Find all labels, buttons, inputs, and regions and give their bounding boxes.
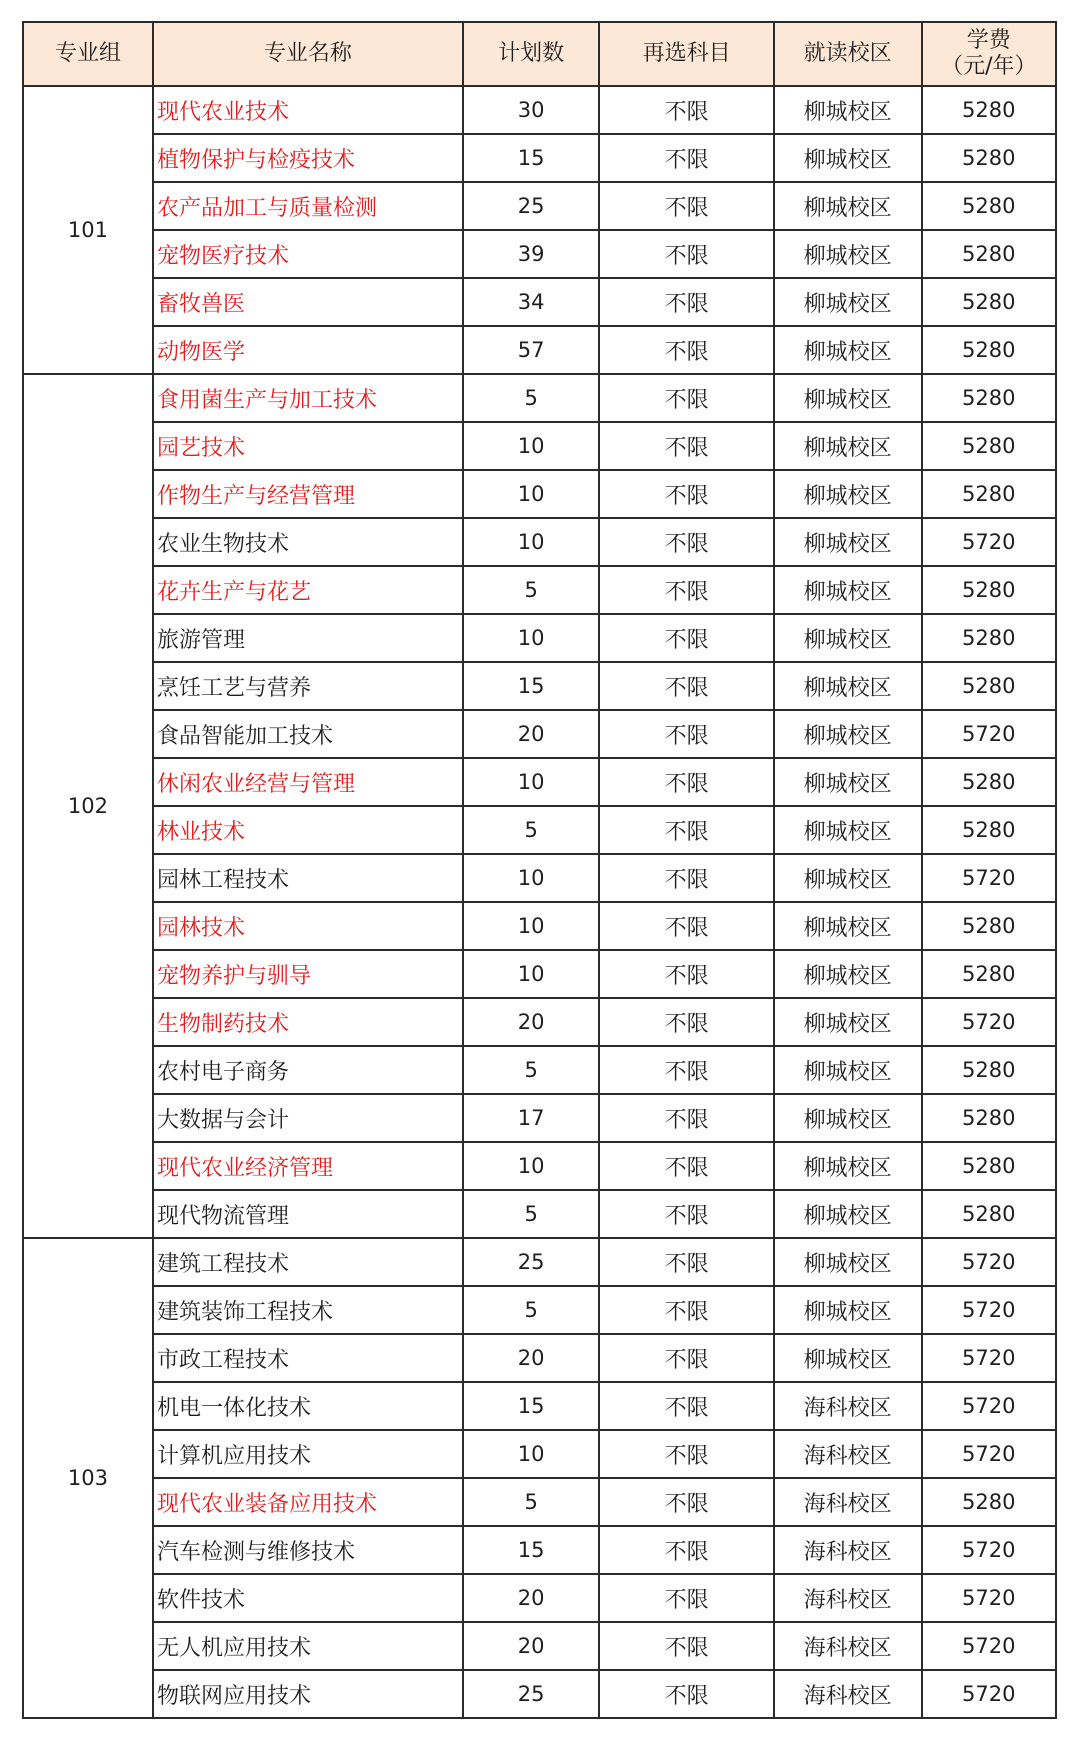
major-name-cell: 食用菌生产与加工技术 <box>153 374 463 422</box>
subject-cell: 不限 <box>599 1382 773 1430</box>
major-name-cell: 食品智能加工技术 <box>153 710 463 758</box>
tuition-cell: 5720 <box>922 1334 1056 1382</box>
subject-cell: 不限 <box>599 710 773 758</box>
tuition-cell: 5280 <box>922 422 1056 470</box>
plan-count-cell: 5 <box>463 1046 600 1094</box>
tuition-cell: 5280 <box>922 1478 1056 1526</box>
subject-cell: 不限 <box>599 950 773 998</box>
major-name-cell: 软件技术 <box>153 1574 463 1622</box>
subject-cell: 不限 <box>599 422 773 470</box>
tuition-cell: 5720 <box>922 1670 1056 1718</box>
campus-cell: 柳城校区 <box>774 662 922 710</box>
table-row <box>23 854 1056 902</box>
major-name-cell: 汽车检测与维修技术 <box>153 1526 463 1574</box>
major-name-cell: 计算机应用技术 <box>153 1430 463 1478</box>
campus-cell: 柳城校区 <box>774 902 922 950</box>
plan-count-cell: 15 <box>463 1382 600 1430</box>
major-name-cell: 旅游管理 <box>153 614 463 662</box>
campus-cell: 柳城校区 <box>774 134 922 182</box>
tuition-cell: 5280 <box>922 374 1056 422</box>
subject-cell: 不限 <box>599 278 773 326</box>
campus-cell: 海科校区 <box>774 1622 922 1670</box>
table-row <box>23 230 1056 278</box>
tuition-cell: 5280 <box>922 182 1056 230</box>
plan-count-cell: 25 <box>463 1238 600 1286</box>
group-cell: 101 <box>23 86 153 374</box>
major-name-cell: 现代农业装备应用技术 <box>153 1478 463 1526</box>
tuition-cell: 5720 <box>922 998 1056 1046</box>
plan-count-cell: 20 <box>463 1622 600 1670</box>
table-row <box>23 1622 1056 1670</box>
subject-cell: 不限 <box>599 134 773 182</box>
campus-cell: 海科校区 <box>774 1574 922 1622</box>
campus-cell: 柳城校区 <box>774 950 922 998</box>
plan-count-cell: 39 <box>463 230 600 278</box>
major-name-cell: 植物保护与检疫技术 <box>153 134 463 182</box>
table-row <box>23 1190 1056 1238</box>
tuition-cell: 5280 <box>922 230 1056 278</box>
admissions-table-container <box>22 21 1057 1719</box>
tuition-cell: 5280 <box>922 566 1056 614</box>
tuition-cell: 5280 <box>922 1190 1056 1238</box>
table-row <box>23 518 1056 566</box>
table-header-row <box>23 22 1056 86</box>
campus-cell: 柳城校区 <box>774 566 922 614</box>
header-campus: 就读校区 <box>774 22 922 86</box>
subject-cell: 不限 <box>599 86 773 134</box>
subject-cell: 不限 <box>599 1238 773 1286</box>
table-row <box>23 326 1056 374</box>
tuition-cell: 5280 <box>922 86 1056 134</box>
major-name-cell: 大数据与会计 <box>153 1094 463 1142</box>
subject-cell: 不限 <box>599 1094 773 1142</box>
tuition-cell: 5280 <box>922 806 1056 854</box>
subject-cell: 不限 <box>599 1142 773 1190</box>
header-tuition-label: 学费 <box>966 28 1011 53</box>
subject-cell: 不限 <box>599 1478 773 1526</box>
campus-cell: 柳城校区 <box>774 326 922 374</box>
header-tuition <box>922 22 1056 86</box>
table-row <box>23 422 1056 470</box>
plan-count-cell: 20 <box>463 1334 600 1382</box>
campus-cell: 柳城校区 <box>774 998 922 1046</box>
tuition-cell: 5280 <box>922 326 1056 374</box>
major-name-cell: 农业生物技术 <box>153 518 463 566</box>
plan-count-cell: 5 <box>463 806 600 854</box>
campus-cell: 海科校区 <box>774 1670 922 1718</box>
campus-cell: 柳城校区 <box>774 1046 922 1094</box>
table-row <box>23 1286 1056 1334</box>
campus-cell: 柳城校区 <box>774 1238 922 1286</box>
subject-cell: 不限 <box>599 182 773 230</box>
campus-cell: 海科校区 <box>774 1478 922 1526</box>
table-row <box>23 1574 1056 1622</box>
header-major-name: 专业名称 <box>153 22 463 86</box>
tuition-cell: 5280 <box>922 470 1056 518</box>
plan-count-cell: 10 <box>463 614 600 662</box>
admissions-plan-table <box>22 21 1057 1719</box>
major-name-cell: 园艺技术 <box>153 422 463 470</box>
subject-cell: 不限 <box>599 1622 773 1670</box>
table-row <box>23 1670 1056 1718</box>
major-name-cell: 花卉生产与花艺 <box>153 566 463 614</box>
major-name-cell: 现代农业经济管理 <box>153 1142 463 1190</box>
plan-count-cell: 10 <box>463 1430 600 1478</box>
campus-cell: 海科校区 <box>774 1430 922 1478</box>
subject-cell: 不限 <box>599 662 773 710</box>
table-row <box>23 1142 1056 1190</box>
table-row <box>23 1094 1056 1142</box>
table-row <box>23 1046 1056 1094</box>
table-row <box>23 374 1056 422</box>
plan-count-cell: 5 <box>463 1190 600 1238</box>
major-name-cell: 烹饪工艺与营养 <box>153 662 463 710</box>
tuition-cell: 5280 <box>922 1094 1056 1142</box>
tuition-cell: 5280 <box>922 614 1056 662</box>
plan-count-cell: 5 <box>463 1286 600 1334</box>
subject-cell: 不限 <box>599 902 773 950</box>
table-row <box>23 1238 1056 1286</box>
table-row <box>23 758 1056 806</box>
header-group: 专业组 <box>23 22 153 86</box>
tuition-cell: 5720 <box>922 1574 1056 1622</box>
group-cell: 102 <box>23 374 153 1238</box>
plan-count-cell: 30 <box>463 86 600 134</box>
campus-cell: 柳城校区 <box>774 1334 922 1382</box>
major-name-cell: 现代农业技术 <box>153 86 463 134</box>
plan-count-cell: 15 <box>463 662 600 710</box>
major-name-cell: 宠物养护与驯导 <box>153 950 463 998</box>
table-row <box>23 950 1056 998</box>
campus-cell: 柳城校区 <box>774 86 922 134</box>
table-row <box>23 566 1056 614</box>
plan-count-cell: 25 <box>463 1670 600 1718</box>
tuition-cell: 5280 <box>922 950 1056 998</box>
table-row <box>23 182 1056 230</box>
major-name-cell: 动物医学 <box>153 326 463 374</box>
table-row <box>23 470 1056 518</box>
major-name-cell: 无人机应用技术 <box>153 1622 463 1670</box>
campus-cell: 柳城校区 <box>774 422 922 470</box>
tuition-cell: 5280 <box>922 134 1056 182</box>
subject-cell: 不限 <box>599 1574 773 1622</box>
campus-cell: 柳城校区 <box>774 518 922 566</box>
subject-cell: 不限 <box>599 1190 773 1238</box>
plan-count-cell: 10 <box>463 470 600 518</box>
major-name-cell: 农村电子商务 <box>153 1046 463 1094</box>
subject-cell: 不限 <box>599 1670 773 1718</box>
table-row <box>23 1478 1056 1526</box>
table-row <box>23 278 1056 326</box>
subject-cell: 不限 <box>599 566 773 614</box>
campus-cell: 柳城校区 <box>774 470 922 518</box>
plan-count-cell: 17 <box>463 1094 600 1142</box>
campus-cell: 柳城校区 <box>774 1286 922 1334</box>
subject-cell: 不限 <box>599 230 773 278</box>
campus-cell: 柳城校区 <box>774 758 922 806</box>
campus-cell: 柳城校区 <box>774 1094 922 1142</box>
table-row <box>23 806 1056 854</box>
tuition-cell: 5280 <box>922 758 1056 806</box>
campus-cell: 柳城校区 <box>774 230 922 278</box>
campus-cell: 柳城校区 <box>774 614 922 662</box>
tuition-cell: 5720 <box>922 1622 1056 1670</box>
campus-cell: 柳城校区 <box>774 854 922 902</box>
tuition-cell: 5280 <box>922 278 1056 326</box>
campus-cell: 柳城校区 <box>774 710 922 758</box>
campus-cell: 柳城校区 <box>774 806 922 854</box>
campus-cell: 柳城校区 <box>774 182 922 230</box>
major-name-cell: 园林技术 <box>153 902 463 950</box>
subject-cell: 不限 <box>599 470 773 518</box>
table-row <box>23 134 1056 182</box>
plan-count-cell: 34 <box>463 278 600 326</box>
plan-count-cell: 5 <box>463 566 600 614</box>
major-name-cell: 宠物医疗技术 <box>153 230 463 278</box>
plan-count-cell: 20 <box>463 998 600 1046</box>
table-row <box>23 86 1056 134</box>
subject-cell: 不限 <box>599 998 773 1046</box>
campus-cell: 柳城校区 <box>774 1190 922 1238</box>
subject-cell: 不限 <box>599 806 773 854</box>
plan-count-cell: 10 <box>463 1142 600 1190</box>
major-name-cell: 林业技术 <box>153 806 463 854</box>
campus-cell: 海科校区 <box>774 1382 922 1430</box>
table-row <box>23 1430 1056 1478</box>
tuition-cell: 5720 <box>922 1430 1056 1478</box>
subject-cell: 不限 <box>599 1526 773 1574</box>
plan-count-cell: 5 <box>463 374 600 422</box>
tuition-cell: 5720 <box>922 1238 1056 1286</box>
major-name-cell: 休闲农业经营与管理 <box>153 758 463 806</box>
subject-cell: 不限 <box>599 326 773 374</box>
tuition-cell: 5280 <box>922 1046 1056 1094</box>
header-tuition-unit: （元/年） <box>941 54 1037 79</box>
plan-count-cell: 15 <box>463 134 600 182</box>
subject-cell: 不限 <box>599 518 773 566</box>
plan-count-cell: 10 <box>463 758 600 806</box>
table-body <box>23 86 1056 1718</box>
plan-count-cell: 10 <box>463 950 600 998</box>
table-row <box>23 662 1056 710</box>
tuition-cell: 5720 <box>922 1526 1056 1574</box>
subject-cell: 不限 <box>599 1430 773 1478</box>
table-row <box>23 614 1056 662</box>
table-row <box>23 998 1056 1046</box>
major-name-cell: 建筑装饰工程技术 <box>153 1286 463 1334</box>
header-subject: 再选科目 <box>599 22 773 86</box>
header-plan-count: 计划数 <box>463 22 600 86</box>
table-row <box>23 902 1056 950</box>
tuition-cell: 5280 <box>922 662 1056 710</box>
campus-cell: 柳城校区 <box>774 374 922 422</box>
plan-count-cell: 15 <box>463 1526 600 1574</box>
campus-cell: 柳城校区 <box>774 278 922 326</box>
table-row <box>23 1382 1056 1430</box>
table-row <box>23 1526 1056 1574</box>
major-name-cell: 农产品加工与质量检测 <box>153 182 463 230</box>
tuition-cell: 5720 <box>922 518 1056 566</box>
subject-cell: 不限 <box>599 854 773 902</box>
subject-cell: 不限 <box>599 1286 773 1334</box>
major-name-cell: 园林工程技术 <box>153 854 463 902</box>
campus-cell: 柳城校区 <box>774 1142 922 1190</box>
major-name-cell: 市政工程技术 <box>153 1334 463 1382</box>
plan-count-cell: 10 <box>463 854 600 902</box>
subject-cell: 不限 <box>599 614 773 662</box>
plan-count-cell: 5 <box>463 1478 600 1526</box>
major-name-cell: 物联网应用技术 <box>153 1670 463 1718</box>
major-name-cell: 现代物流管理 <box>153 1190 463 1238</box>
plan-count-cell: 10 <box>463 518 600 566</box>
table-row <box>23 1334 1056 1382</box>
plan-count-cell: 57 <box>463 326 600 374</box>
tuition-cell: 5720 <box>922 854 1056 902</box>
tuition-cell: 5280 <box>922 1142 1056 1190</box>
plan-count-cell: 20 <box>463 1574 600 1622</box>
subject-cell: 不限 <box>599 758 773 806</box>
subject-cell: 不限 <box>599 1334 773 1382</box>
plan-count-cell: 10 <box>463 902 600 950</box>
group-cell: 103 <box>23 1238 153 1718</box>
subject-cell: 不限 <box>599 374 773 422</box>
table-row <box>23 710 1056 758</box>
campus-cell: 海科校区 <box>774 1526 922 1574</box>
subject-cell: 不限 <box>599 1046 773 1094</box>
plan-count-cell: 20 <box>463 710 600 758</box>
major-name-cell: 畜牧兽医 <box>153 278 463 326</box>
major-name-cell: 机电一体化技术 <box>153 1382 463 1430</box>
plan-count-cell: 25 <box>463 182 600 230</box>
tuition-cell: 5280 <box>922 902 1056 950</box>
tuition-cell: 5720 <box>922 1382 1056 1430</box>
tuition-cell: 5720 <box>922 710 1056 758</box>
major-name-cell: 作物生产与经营管理 <box>153 470 463 518</box>
tuition-cell: 5720 <box>922 1286 1056 1334</box>
major-name-cell: 建筑工程技术 <box>153 1238 463 1286</box>
major-name-cell: 生物制药技术 <box>153 998 463 1046</box>
plan-count-cell: 10 <box>463 422 600 470</box>
